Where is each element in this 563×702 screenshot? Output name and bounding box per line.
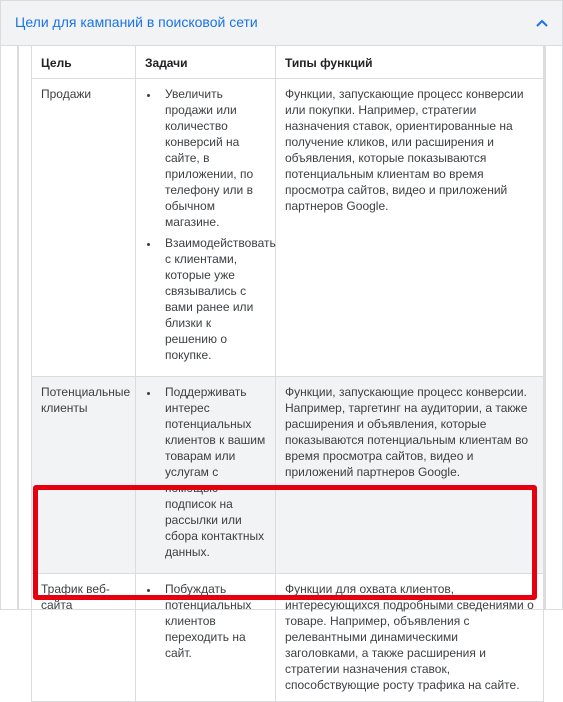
goals-table bbox=[31, 45, 544, 702]
tasks-list bbox=[145, 581, 266, 661]
left-border-line bbox=[17, 46, 19, 609]
table-row bbox=[32, 377, 544, 574]
features-cell: Функции, запускающие процесс конверсии или покупки. Например, стратегии назначения ставок, ориентированные на получение кликов, или расширения и объявления, которые показываются потенциальным клиентам во время просмотра сайтов, видео и приложений партнеров Google. bbox=[276, 79, 544, 377]
task-item: • Поддерживать интерес потенциальных клиентов к вашим товарам или услугам с помощью подписок на рассылки или сбора контактных данных. bbox=[159, 384, 266, 560]
goal-cell: Потенциальные клиенты bbox=[32, 377, 136, 574]
task-item: • Взаимодействовать с клиентами, которые уже связывались с вами ранее или близки к решению о покупке. bbox=[159, 235, 266, 363]
goal-cell: Продажи bbox=[32, 79, 136, 377]
tasks-cell bbox=[136, 574, 276, 702]
column-header-tasks: Задачи bbox=[136, 46, 276, 79]
table-header-row bbox=[32, 46, 544, 79]
tasks-list bbox=[145, 384, 266, 560]
features-cell: Функции, запускающие процесс конверсии. Например, таргетинг на аудитории, а также расширения и объявления, которые показываются потенциальным клиентам во время просмотра сайтов, видео и приложений партнеров Google. bbox=[276, 377, 544, 574]
tasks-cell bbox=[136, 377, 276, 574]
column-header-features: Типы функций bbox=[276, 46, 544, 79]
goal-cell: Трафик веб-сайта bbox=[32, 574, 136, 702]
chevron-up-icon[interactable] bbox=[532, 13, 552, 33]
right-border-line bbox=[544, 46, 546, 609]
panel-header[interactable] bbox=[1, 1, 562, 46]
tasks-list bbox=[145, 86, 276, 363]
panel-title[interactable]: Цели для кампаний в поисковой сети bbox=[15, 14, 258, 30]
table-row bbox=[32, 79, 544, 377]
task-item: • Побуждать потенциальных клиентов переходить на сайт. bbox=[159, 581, 266, 661]
column-header-goal: Цель bbox=[32, 46, 136, 79]
tasks-cell bbox=[136, 79, 276, 377]
features-cell: Функции для охвата клиентов, интересующихся подробными сведениями о товаре. Например, объявления с релевантными динамическими заголовками, а также расширения и стратегии назначения ставок, способствующие росту трафика на сайте. bbox=[276, 574, 544, 702]
table-row bbox=[32, 574, 544, 702]
task-item: • Увеличить продажи или количество конверсий на сайте, в приложении, по телефону или в обычном магазине. bbox=[159, 86, 266, 230]
